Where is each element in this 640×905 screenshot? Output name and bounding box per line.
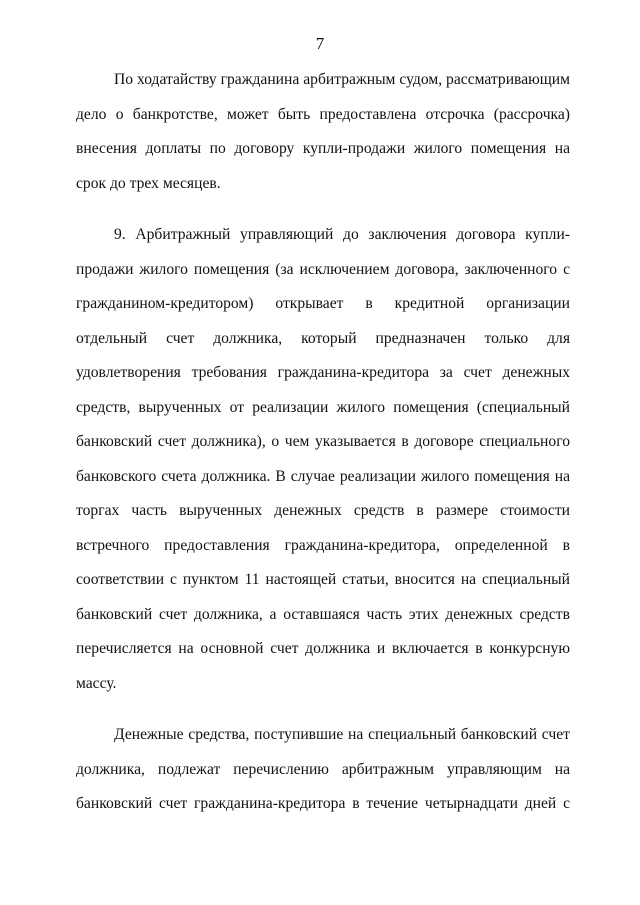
paragraph-funds-transfer: Денежные средства, поступившие на специальный банковский счет должника, подлежат перечислению арбитражным управляющим на банковский счет гражданина-кредитора в течение четырнадцати дней с xyxy=(76,726,570,812)
page-number: 7 xyxy=(315,34,325,53)
paragraph-special-account: 9. Арбитражный управляющий до заключения договора купли-продажи жилого помещения (за исключением договора, заключенного с гражданином-кредитором) открывает в кредитной организации отдельный счет должника, который предназначен только для удовлетворения требования гражданина-кредитора за счет денежных средств, вырученных от реализации жилого помещения (специальный банковский счет должника), о чем указывается в договоре специального банковского счета должника. В случае реализации жилого помещения на торгах часть вырученных денежных средств в размере стоимости встречного предоставления гражданина-кредитора, определенной в соответствии с пунктом 11 настоящей статьи, вносится на специальный банковский счет должника, а оставшаяся часть этих денежных средств перечисляется на основной счет должника и включается в конкурсную массу. xyxy=(76,226,570,692)
paragraph-deferral: По ходатайству гражданина арбитражным судом, рассматривающим дело о банкротстве, может быть предоставлена отсрочка (рассрочка) внесения доплаты по договору купли-продажи жилого помещения на срок до трех месяцев. xyxy=(76,71,570,192)
document-body xyxy=(76,63,570,822)
